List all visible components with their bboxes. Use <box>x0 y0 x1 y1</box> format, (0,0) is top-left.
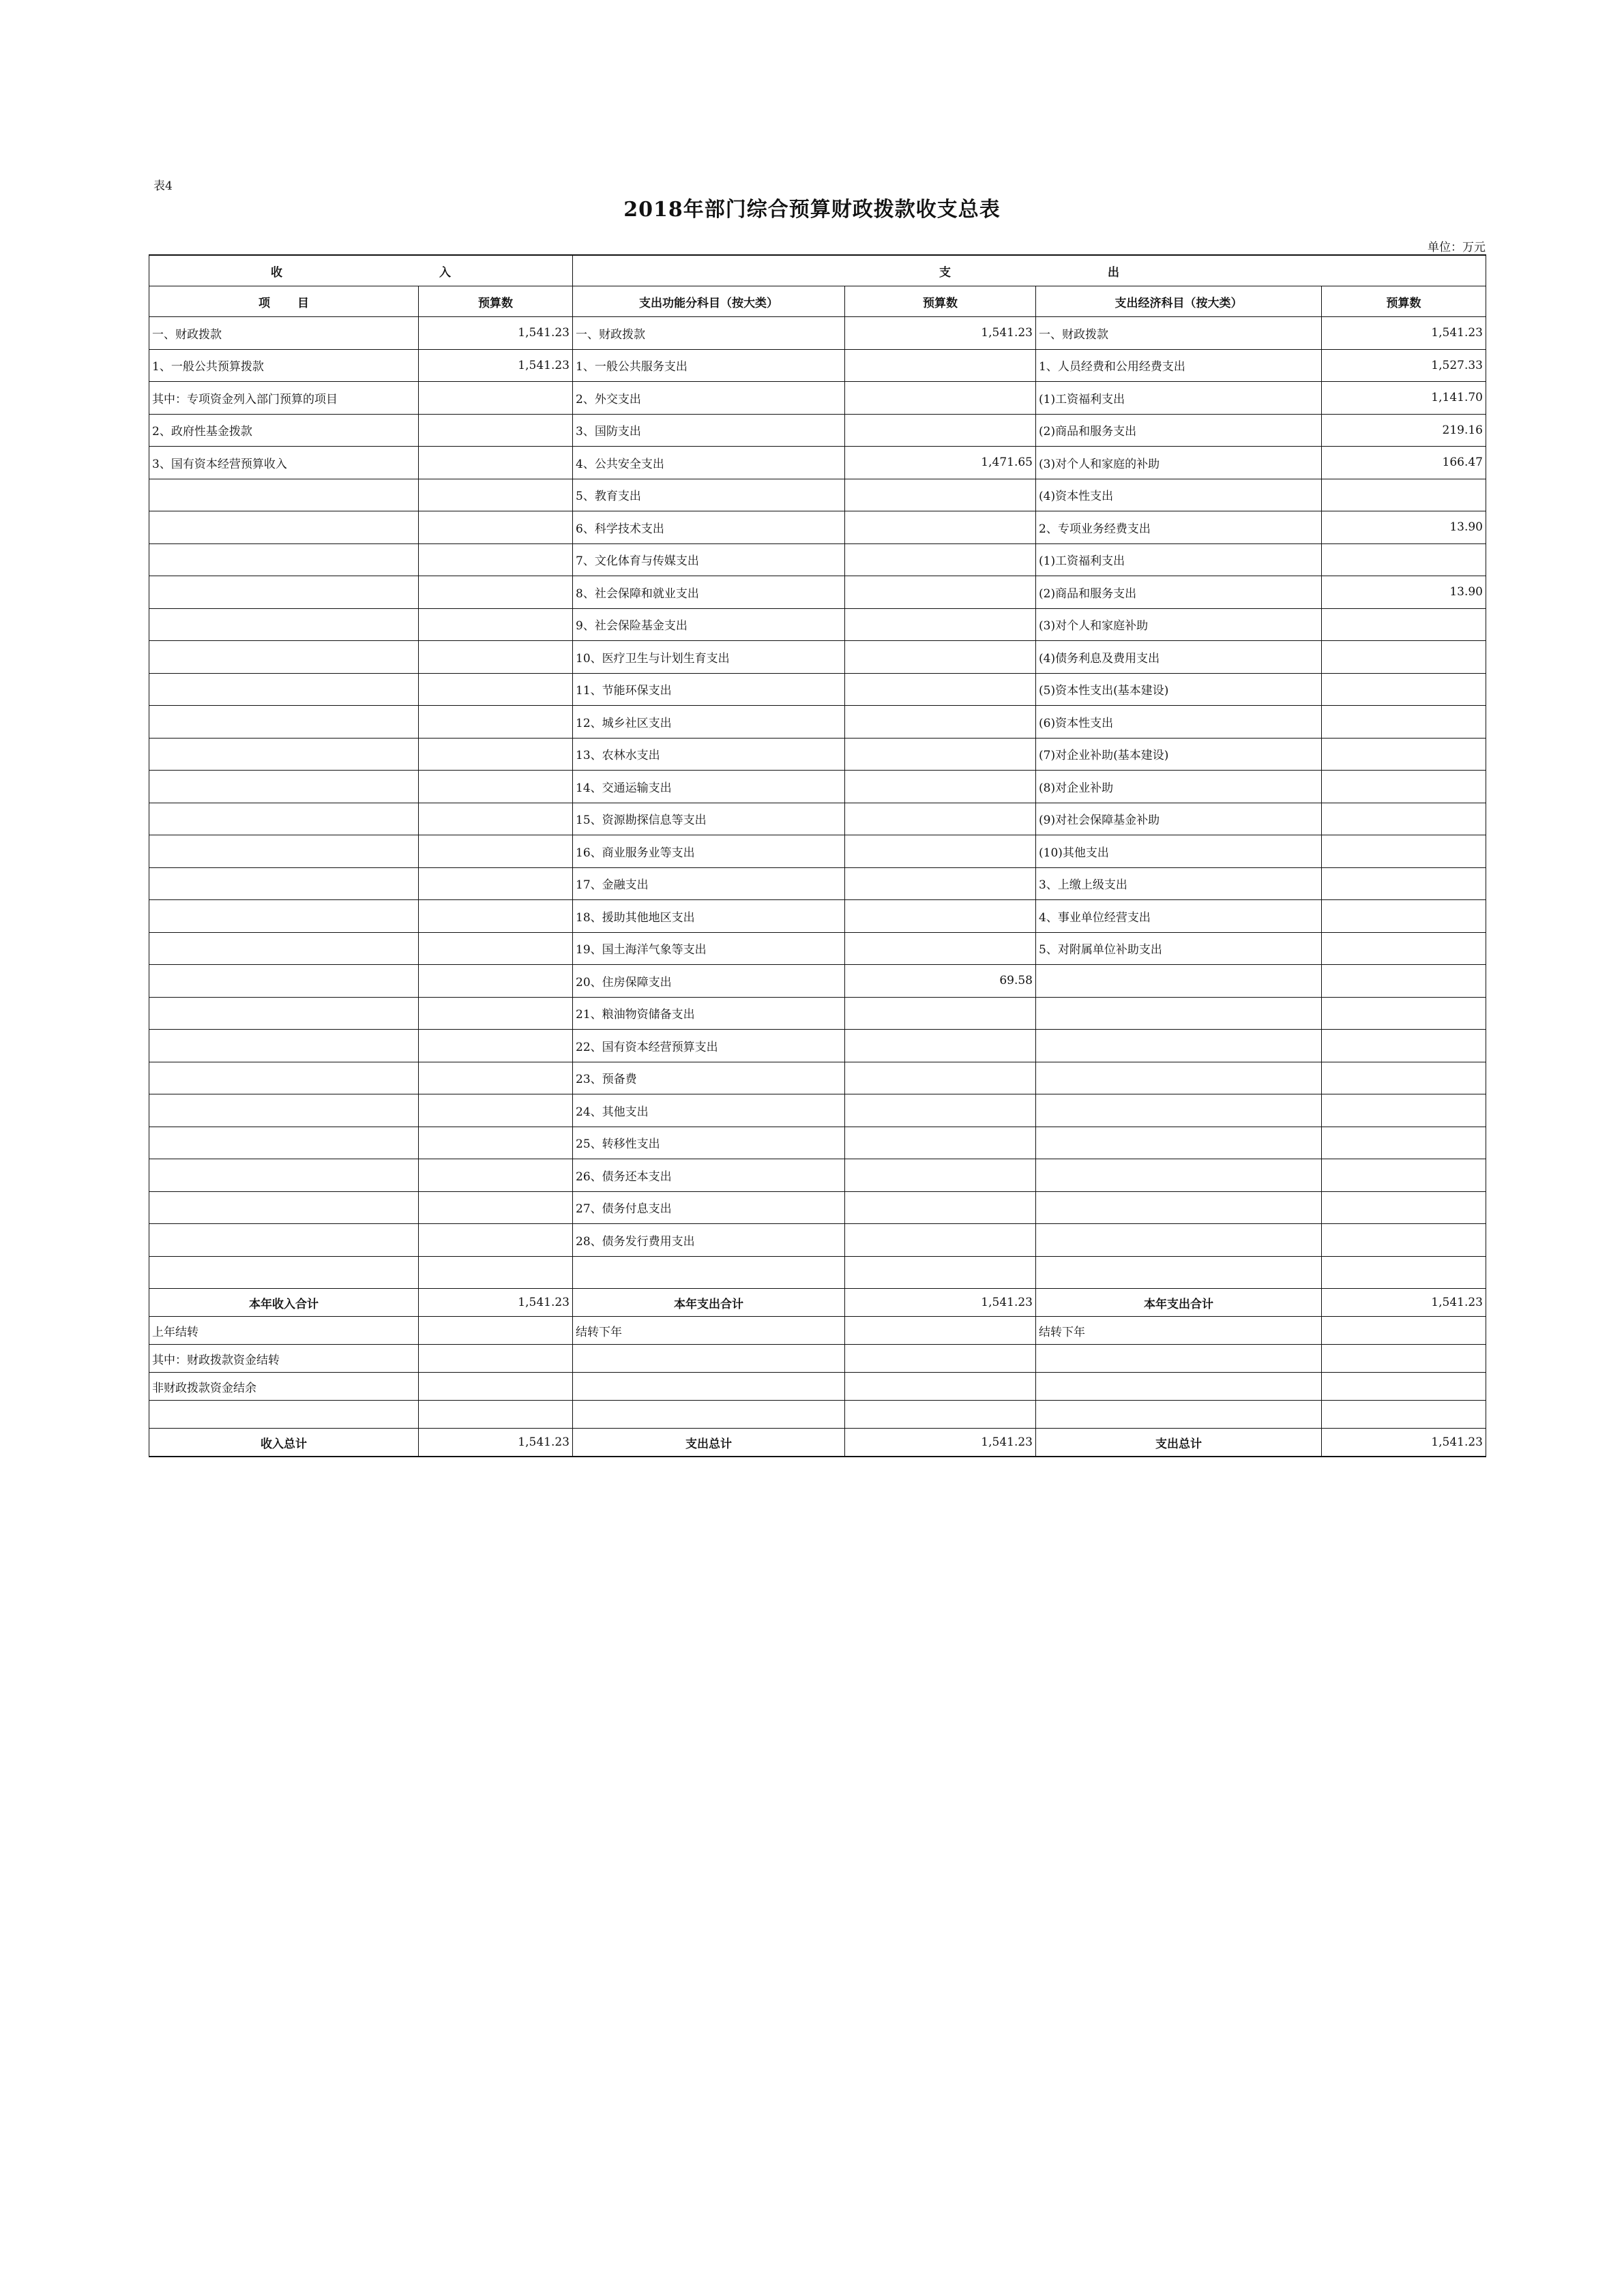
econ-item-cell: 1、人员经费和公用经费支出 <box>1036 349 1322 382</box>
func-item-cell: 21、粮油物资储备支出 <box>573 997 845 1030</box>
income-item-cell <box>149 771 419 803</box>
income-year-total-value: 1,541.23 <box>419 1289 573 1317</box>
header-row-group <box>149 255 1486 286</box>
table-row <box>149 1429 1486 1457</box>
func-item-cell: 22、国有资本经营预算支出 <box>573 1030 845 1062</box>
econ-budget-header: 预算数 <box>1322 286 1486 317</box>
income-item-cell <box>149 543 419 576</box>
econ-budget-cell <box>1322 1094 1486 1127</box>
income-item-cell: 2、政府性基金拨款 <box>149 414 419 447</box>
func-item-cell: 20、住房保障支出 <box>573 965 845 998</box>
func-grand-total-value: 1,541.23 <box>845 1429 1036 1457</box>
income-item-cell <box>149 479 419 511</box>
table-row <box>149 997 1486 1030</box>
income-budget-cell <box>419 997 573 1030</box>
func-item-cell: 16、商业服务业等支出 <box>573 835 845 868</box>
econ-item-header: 支出经济科目（按大类） <box>1036 286 1322 317</box>
next-carry-func-value <box>845 1317 1036 1345</box>
econ-item-cell: 5、对附属单位补助支出 <box>1036 932 1322 965</box>
income-item-cell <box>149 803 419 835</box>
table-row <box>149 1224 1486 1257</box>
income-item-cell <box>149 641 419 674</box>
income-group-header: 收 入 <box>149 255 573 286</box>
func-budget-cell <box>845 771 1036 803</box>
func-budget-cell <box>845 932 1036 965</box>
econ-budget-cell <box>1322 706 1486 739</box>
income-item-cell <box>149 511 419 544</box>
table-number: 表4 <box>153 179 173 193</box>
func-item-cell: 27、债务付息支出 <box>573 1191 845 1224</box>
income-budget-cell <box>419 1256 573 1289</box>
func-item-cell: 7、文化体育与传媒支出 <box>573 543 845 576</box>
func-budget-cell <box>845 1256 1036 1289</box>
econ-item-cell <box>1036 997 1322 1030</box>
econ-item-cell: (6)资本性支出 <box>1036 706 1322 739</box>
income-budget-cell <box>419 1030 573 1062</box>
income-budget-cell <box>419 479 573 511</box>
econ-grand-total-value: 1,541.23 <box>1322 1429 1486 1457</box>
table-row <box>149 447 1486 479</box>
income-item-cell <box>149 1030 419 1062</box>
func-budget-cell <box>845 543 1036 576</box>
income-budget-cell <box>419 1127 573 1159</box>
table-row <box>149 932 1486 965</box>
income-budget-cell <box>419 803 573 835</box>
empty-cell <box>1322 1345 1486 1373</box>
econ-budget-cell <box>1322 738 1486 771</box>
econ-budget-cell <box>1322 835 1486 868</box>
income-item-cell: 其中：专项资金列入部门预算的项目 <box>149 382 419 415</box>
func-budget-cell <box>845 997 1036 1030</box>
econ-budget-cell <box>1322 543 1486 576</box>
func-item-cell: 14、交通运输支出 <box>573 771 845 803</box>
func-budget-cell <box>845 641 1036 674</box>
income-budget-cell <box>419 835 573 868</box>
income-item-cell <box>149 1191 419 1224</box>
econ-year-total-value: 1,541.23 <box>1322 1289 1486 1317</box>
table-row <box>149 900 1486 933</box>
table-row <box>149 1317 1486 1345</box>
func-budget-cell <box>845 1094 1036 1127</box>
table-row <box>149 543 1486 576</box>
empty-cell <box>845 1345 1036 1373</box>
func-budget-cell <box>845 511 1036 544</box>
empty-cell <box>845 1401 1036 1429</box>
income-budget-cell <box>419 900 573 933</box>
func-budget-cell <box>845 673 1036 706</box>
income-item-cell <box>149 965 419 998</box>
empty-cell <box>1322 1401 1486 1429</box>
income-item-cell <box>149 576 419 609</box>
carry-sub1-value <box>419 1345 573 1373</box>
func-budget-cell <box>845 706 1036 739</box>
econ-item-cell <box>1036 1224 1322 1257</box>
empty-cell <box>1322 1373 1486 1401</box>
econ-budget-cell <box>1322 997 1486 1030</box>
func-item-cell: 25、转移性支出 <box>573 1127 845 1159</box>
income-budget-cell: 1,541.23 <box>419 349 573 382</box>
income-budget-cell <box>419 511 573 544</box>
income-item-cell <box>149 997 419 1030</box>
func-item-header: 支出功能分科目（按大类） <box>573 286 845 317</box>
func-budget-cell: 1,471.65 <box>845 447 1036 479</box>
func-item-cell <box>573 1256 845 1289</box>
next-carry-econ-label: 结转下年 <box>1036 1317 1322 1345</box>
table-row <box>149 1256 1486 1289</box>
econ-item-cell: (4)债务利息及费用支出 <box>1036 641 1322 674</box>
table-row <box>149 382 1486 415</box>
income-budget-cell <box>419 1094 573 1127</box>
econ-budget-cell <box>1322 1256 1486 1289</box>
econ-budget-cell <box>1322 673 1486 706</box>
func-item-cell: 10、医疗卫生与计划生育支出 <box>573 641 845 674</box>
table-row <box>149 738 1486 771</box>
table-row <box>149 317 1486 350</box>
econ-item-cell: (9)对社会保障基金补助 <box>1036 803 1322 835</box>
income-item-cell <box>149 1062 419 1094</box>
func-item-cell: 19、国土海洋气象等支出 <box>573 932 845 965</box>
table-row <box>149 1062 1486 1094</box>
func-budget-cell: 69.58 <box>845 965 1036 998</box>
income-budget-cell <box>419 932 573 965</box>
econ-item-cell: (2)商品和服务支出 <box>1036 576 1322 609</box>
func-item-cell: 18、援助其他地区支出 <box>573 900 845 933</box>
func-budget-cell <box>845 900 1036 933</box>
func-item-cell: 13、农林水支出 <box>573 738 845 771</box>
unit-label: 单位：万元 <box>1428 241 1486 254</box>
econ-budget-cell: 13.90 <box>1322 511 1486 544</box>
func-item-cell: 5、教育支出 <box>573 479 845 511</box>
econ-budget-cell <box>1322 867 1486 900</box>
econ-budget-cell <box>1322 1159 1486 1192</box>
carry-sub1-label: 其中：财政拨款资金结转 <box>149 1345 419 1373</box>
income-item-cell <box>149 1224 419 1257</box>
income-budget-cell <box>419 382 573 415</box>
income-item-cell <box>149 608 419 641</box>
table-row <box>149 576 1486 609</box>
func-item-cell: 1、一般公共服务支出 <box>573 349 845 382</box>
econ-item-cell <box>1036 1159 1322 1192</box>
income-item-cell <box>149 1159 419 1192</box>
econ-budget-cell <box>1322 1127 1486 1159</box>
econ-budget-cell <box>1322 479 1486 511</box>
income-budget-cell <box>419 641 573 674</box>
income-grand-total-value: 1,541.23 <box>419 1429 573 1457</box>
table-row <box>149 1345 1486 1373</box>
econ-item-cell: (2)商品和服务支出 <box>1036 414 1322 447</box>
econ-budget-cell <box>1322 1224 1486 1257</box>
income-budget-cell <box>419 608 573 641</box>
income-item-cell <box>149 706 419 739</box>
econ-item-cell: (5)资本性支出(基本建设) <box>1036 673 1322 706</box>
table-row <box>149 1127 1486 1159</box>
func-budget-cell <box>845 349 1036 382</box>
income-budget-cell <box>419 447 573 479</box>
table-row <box>149 1191 1486 1224</box>
econ-budget-cell <box>1322 1030 1486 1062</box>
empty-cell <box>419 1401 573 1429</box>
table-row <box>149 641 1486 674</box>
empty-cell <box>573 1373 845 1401</box>
func-item-cell: 4、公共安全支出 <box>573 447 845 479</box>
econ-budget-cell <box>1322 608 1486 641</box>
func-item-cell: 3、国防支出 <box>573 414 845 447</box>
next-carry-econ-value <box>1322 1317 1486 1345</box>
func-budget-cell <box>845 1191 1036 1224</box>
table-row <box>149 1401 1486 1429</box>
income-budget-cell <box>419 771 573 803</box>
table-row <box>149 1289 1486 1317</box>
func-budget-cell <box>845 1159 1036 1192</box>
func-item-cell: 23、预备费 <box>573 1062 845 1094</box>
func-budget-cell <box>845 479 1036 511</box>
econ-year-total-label: 本年支出合计 <box>1036 1289 1322 1317</box>
func-budget-cell: 1,541.23 <box>845 317 1036 350</box>
income-budget-cell <box>419 1159 573 1192</box>
func-budget-cell <box>845 576 1036 609</box>
func-budget-cell <box>845 803 1036 835</box>
table-row <box>149 835 1486 868</box>
income-item-cell <box>149 1094 419 1127</box>
econ-budget-cell: 1,527.33 <box>1322 349 1486 382</box>
econ-item-cell: (1)工资福利支出 <box>1036 382 1322 415</box>
income-item-cell <box>149 900 419 933</box>
table-row <box>149 965 1486 998</box>
table-row <box>149 511 1486 544</box>
econ-budget-cell: 1,541.23 <box>1322 317 1486 350</box>
income-item-cell <box>149 738 419 771</box>
empty-cell <box>149 1401 419 1429</box>
func-budget-cell <box>845 1062 1036 1094</box>
table-row <box>149 1094 1486 1127</box>
empty-cell <box>573 1401 845 1429</box>
econ-budget-cell <box>1322 803 1486 835</box>
table-row <box>149 608 1486 641</box>
income-item-cell <box>149 1256 419 1289</box>
income-budget-cell <box>419 738 573 771</box>
income-budget-cell <box>419 706 573 739</box>
func-item-cell: 24、其他支出 <box>573 1094 845 1127</box>
func-item-cell: 一、财政拨款 <box>573 317 845 350</box>
econ-budget-cell: 166.47 <box>1322 447 1486 479</box>
econ-item-cell: (4)资本性支出 <box>1036 479 1322 511</box>
budget-table <box>149 254 1486 1457</box>
income-budget-cell <box>419 1224 573 1257</box>
econ-budget-cell <box>1322 771 1486 803</box>
income-grand-total-label: 收入总计 <box>149 1429 419 1457</box>
income-budget-header: 预算数 <box>419 286 573 317</box>
econ-item-cell <box>1036 1062 1322 1094</box>
prev-carry-label: 上年结转 <box>149 1317 419 1345</box>
func-item-cell: 8、社会保障和就业支出 <box>573 576 845 609</box>
econ-item-cell: 4、事业单位经营支出 <box>1036 900 1322 933</box>
func-year-total-label: 本年支出合计 <box>573 1289 845 1317</box>
table-row <box>149 1030 1486 1062</box>
func-item-cell: 17、金融支出 <box>573 867 845 900</box>
income-item-cell <box>149 867 419 900</box>
econ-budget-cell <box>1322 900 1486 933</box>
income-item-header: 项 目 <box>149 286 419 317</box>
table-row <box>149 1159 1486 1192</box>
income-budget-cell <box>419 965 573 998</box>
table-row <box>149 673 1486 706</box>
empty-cell <box>1036 1373 1322 1401</box>
func-year-total-value: 1,541.23 <box>845 1289 1036 1317</box>
func-item-cell: 15、资源勘探信息等支出 <box>573 803 845 835</box>
func-budget-cell <box>845 1127 1036 1159</box>
header-row-columns <box>149 286 1486 317</box>
income-item-cell <box>149 673 419 706</box>
econ-item-cell <box>1036 1191 1322 1224</box>
func-item-cell: 12、城乡社区支出 <box>573 706 845 739</box>
income-budget-cell <box>419 1062 573 1094</box>
econ-item-cell <box>1036 1094 1322 1127</box>
func-item-cell: 28、债务发行费用支出 <box>573 1224 845 1257</box>
econ-item-cell <box>1036 1030 1322 1062</box>
income-budget-cell <box>419 543 573 576</box>
table-row <box>149 414 1486 447</box>
carry-sub2-label: 非财政拨款资金结余 <box>149 1373 419 1401</box>
income-budget-cell: 1,541.23 <box>419 317 573 350</box>
func-budget-cell <box>845 1030 1036 1062</box>
table-row <box>149 479 1486 511</box>
econ-item-cell: (3)对个人和家庭的补助 <box>1036 447 1322 479</box>
econ-item-cell <box>1036 1127 1322 1159</box>
func-budget-cell <box>845 835 1036 868</box>
empty-cell <box>1036 1401 1322 1429</box>
econ-item-cell: 3、上缴上级支出 <box>1036 867 1322 900</box>
func-item-cell: 26、债务还本支出 <box>573 1159 845 1192</box>
empty-cell <box>845 1373 1036 1401</box>
income-item-cell: 一、财政拨款 <box>149 317 419 350</box>
econ-item-cell: 一、财政拨款 <box>1036 317 1322 350</box>
func-item-cell: 2、外交支出 <box>573 382 845 415</box>
econ-item-cell: (8)对企业补助 <box>1036 771 1322 803</box>
func-item-cell: 6、科学技术支出 <box>573 511 845 544</box>
prev-carry-value <box>419 1317 573 1345</box>
econ-item-cell: (10)其他支出 <box>1036 835 1322 868</box>
econ-item-cell <box>1036 965 1322 998</box>
carry-sub2-value <box>419 1373 573 1401</box>
income-year-total-label: 本年收入合计 <box>149 1289 419 1317</box>
table-row <box>149 1373 1486 1401</box>
income-item-cell: 3、国有资本经营预算收入 <box>149 447 419 479</box>
table-row <box>149 803 1486 835</box>
func-budget-cell <box>845 382 1036 415</box>
table-row <box>149 771 1486 803</box>
econ-budget-cell: 1,141.70 <box>1322 382 1486 415</box>
func-grand-total-label: 支出总计 <box>573 1429 845 1457</box>
econ-budget-cell <box>1322 1191 1486 1224</box>
table-row <box>149 349 1486 382</box>
econ-budget-cell <box>1322 932 1486 965</box>
income-item-cell <box>149 932 419 965</box>
func-budget-cell <box>845 414 1036 447</box>
income-budget-cell <box>419 673 573 706</box>
func-item-cell: 9、社会保险基金支出 <box>573 608 845 641</box>
func-item-cell: 11、节能环保支出 <box>573 673 845 706</box>
income-budget-cell <box>419 1191 573 1224</box>
income-budget-cell <box>419 414 573 447</box>
econ-budget-cell: 13.90 <box>1322 576 1486 609</box>
income-item-cell <box>149 1127 419 1159</box>
econ-budget-cell: 219.16 <box>1322 414 1486 447</box>
func-budget-cell <box>845 1224 1036 1257</box>
func-budget-header: 预算数 <box>845 286 1036 317</box>
income-budget-cell <box>419 576 573 609</box>
econ-item-cell: (7)对企业补助(基本建设) <box>1036 738 1322 771</box>
table-row <box>149 867 1486 900</box>
func-budget-cell <box>845 738 1036 771</box>
expense-group-header: 支 出 <box>573 255 1486 286</box>
next-carry-func-label: 结转下年 <box>573 1317 845 1345</box>
econ-item-cell: (1)工资福利支出 <box>1036 543 1322 576</box>
econ-item-cell: (3)对个人和家庭补助 <box>1036 608 1322 641</box>
econ-budget-cell <box>1322 965 1486 998</box>
econ-budget-cell <box>1322 641 1486 674</box>
econ-budget-cell <box>1322 1062 1486 1094</box>
empty-cell <box>573 1345 845 1373</box>
econ-item-cell: 2、专项业务经费支出 <box>1036 511 1322 544</box>
econ-item-cell <box>1036 1256 1322 1289</box>
econ-grand-total-label: 支出总计 <box>1036 1429 1322 1457</box>
table-row <box>149 706 1486 739</box>
income-item-cell: 1、一般公共预算拨款 <box>149 349 419 382</box>
empty-cell <box>1036 1345 1322 1373</box>
income-item-cell <box>149 835 419 868</box>
func-budget-cell <box>845 867 1036 900</box>
func-budget-cell <box>845 608 1036 641</box>
income-budget-cell <box>419 867 573 900</box>
page-title: 2018年部门综合预算财政拨款收支总表 <box>623 198 1001 222</box>
